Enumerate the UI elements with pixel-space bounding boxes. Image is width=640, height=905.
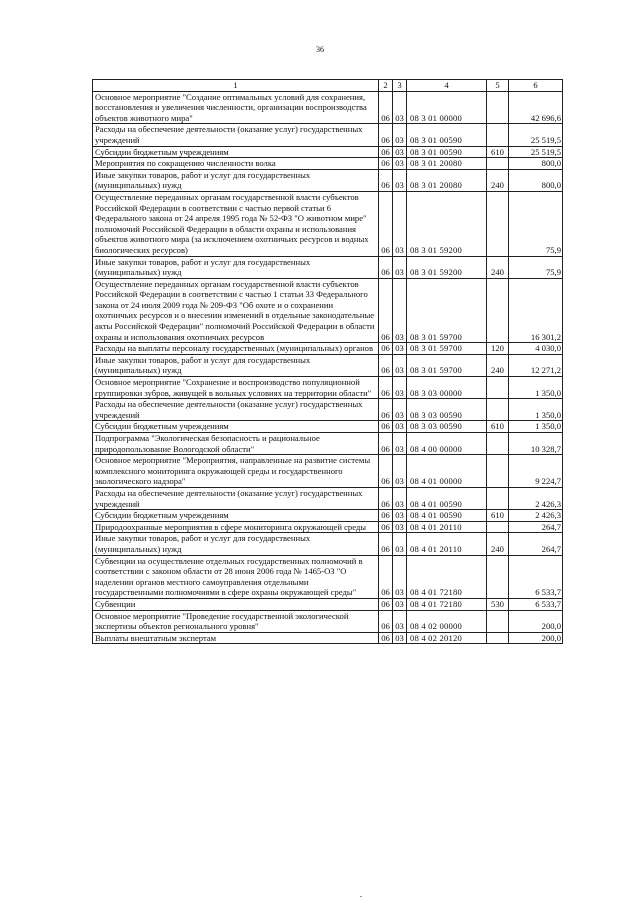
row-expense-type-cell [487,521,509,533]
row-section-cell: 06 [379,421,393,433]
row-name-cell: Осуществление переданных органам государственной власти субъектов Российской Федерации в соответствии с частью 1 статьи 33 Федерального закона от 24 июля 2009 года № 209-ФЗ "Об охоте и о сохранении охотничьих ресурсов и о внесении изменений в отдельные законодательные акты Российской Федерации" полномочий Российской Федерации в области охраны и использования охотничьих ресурсов [93,278,379,343]
row-section-cell: 06 [379,343,393,355]
row-target-article-cell: 08 3 01 59200 [407,256,487,278]
row-amount-cell: 2 426,3 [509,510,563,522]
row-section-cell: 06 [379,158,393,170]
row-expense-type-cell: 240 [487,533,509,555]
row-section-cell: 06 [379,555,393,598]
row-subsection-cell: 03 [393,124,407,146]
table-row [93,510,563,522]
row-section-cell: 06 [379,487,393,509]
row-expense-type-cell [487,433,509,455]
row-name-cell: Субсидии бюджетным учреждениям [93,146,379,158]
row-target-article-cell: 08 4 01 00590 [407,487,487,509]
row-expense-type-cell [487,399,509,421]
table-row [93,632,563,644]
header-cell: 1 [93,80,379,92]
row-target-article-cell: 08 3 01 59700 [407,343,487,355]
row-subsection-cell: 03 [393,399,407,421]
table-row [93,354,563,376]
row-subsection-cell: 03 [393,256,407,278]
row-name-cell: Иные закупки товаров, работ и услуг для государственных (муниципальных) нужд [93,169,379,191]
row-name-cell: Иные закупки товаров, работ и услуг для государственных (муниципальных) нужд [93,354,379,376]
row-target-article-cell: 08 3 01 20080 [407,169,487,191]
row-expense-type-cell [487,278,509,343]
row-amount-cell: 1 350,0 [509,421,563,433]
row-expense-type-cell [487,455,509,488]
table-row [93,377,563,399]
row-amount-cell: 800,0 [509,169,563,191]
table-row [93,598,563,610]
row-subsection-cell: 03 [393,91,407,124]
table-row [93,610,563,632]
page-number: 36 [316,45,324,54]
row-name-cell: Расходы на обеспечение деятельности (оказание услуг) государственных учреждений [93,124,379,146]
row-expense-type-cell: 240 [487,169,509,191]
row-name-cell: Субсидии бюджетным учреждениям [93,510,379,522]
row-subsection-cell: 03 [393,533,407,555]
header-cell: 3 [393,80,407,92]
table-row [93,124,563,146]
table-row [93,191,563,256]
row-expense-type-cell: 610 [487,146,509,158]
row-amount-cell: 264,7 [509,521,563,533]
row-name-cell: Расходы на обеспечение деятельности (оказание услуг) государственных учреждений [93,487,379,509]
row-amount-cell: 16 301,2 [509,278,563,343]
row-expense-type-cell: 610 [487,510,509,522]
row-target-article-cell: 08 3 03 00000 [407,377,487,399]
row-target-article-cell: 08 3 01 00590 [407,124,487,146]
row-amount-cell: 4 030,0 [509,343,563,355]
row-amount-cell: 6 533,7 [509,555,563,598]
row-target-article-cell: 08 4 02 00000 [407,610,487,632]
row-amount-cell: 25 519,5 [509,146,563,158]
row-expense-type-cell [487,91,509,124]
table-row [93,146,563,158]
row-section-cell: 06 [379,533,393,555]
row-target-article-cell: 08 4 00 00000 [407,433,487,455]
row-expense-type-cell: 120 [487,343,509,355]
row-name-cell: Основное мероприятие "Мероприятия, направленные на развитие системы комплексного мониторинга окружающей среды и государственного экологического надзора" [93,455,379,488]
row-name-cell: Субвенции на осуществление отдельных государственных полномочий в соответствии с законом области от 28 июня 2006 года № 1465-ОЗ "О наделении органов местного самоуправления отдельными государственными полномочиями в сфере охраны окружающей среды" [93,555,379,598]
row-expense-type-cell [487,487,509,509]
row-subsection-cell: 03 [393,377,407,399]
row-section-cell: 06 [379,169,393,191]
row-expense-type-cell [487,158,509,170]
row-subsection-cell: 03 [393,343,407,355]
row-subsection-cell: 03 [393,169,407,191]
row-subsection-cell: 03 [393,146,407,158]
row-target-article-cell: 08 4 01 72180 [407,555,487,598]
table-row [93,256,563,278]
row-amount-cell: 10 328,7 [509,433,563,455]
row-name-cell: Субвенции [93,598,379,610]
row-section-cell: 06 [379,191,393,256]
table-row [93,91,563,124]
header-cell: 5 [487,80,509,92]
row-section-cell: 06 [379,598,393,610]
row-name-cell: Выплаты внештатным экспертам [93,632,379,644]
row-amount-cell: 6 533,7 [509,598,563,610]
row-expense-type-cell [487,610,509,632]
row-amount-cell: 42 696,6 [509,91,563,124]
row-amount-cell: 9 224,7 [509,455,563,488]
row-target-article-cell: 08 4 01 00590 [407,510,487,522]
row-subsection-cell: 03 [393,433,407,455]
row-target-article-cell: 08 4 01 00000 [407,455,487,488]
row-name-cell: Природоохранные мероприятия в сфере мониторинга окружающей среды [93,521,379,533]
table-row [93,433,563,455]
row-amount-cell: 75,9 [509,256,563,278]
row-subsection-cell: 03 [393,510,407,522]
scan-artifact [360,896,362,897]
row-section-cell: 06 [379,256,393,278]
row-target-article-cell: 08 3 03 00590 [407,399,487,421]
row-expense-type-cell: 530 [487,598,509,610]
row-name-cell: Субсидии бюджетным учреждениям [93,421,379,433]
table-row [93,521,563,533]
row-name-cell: Расходы на обеспечение деятельности (оказание услуг) государственных учреждений [93,399,379,421]
table-row [93,455,563,488]
row-expense-type-cell: 610 [487,421,509,433]
row-target-article-cell: 08 3 01 00000 [407,91,487,124]
row-amount-cell: 2 426,3 [509,487,563,509]
row-subsection-cell: 03 [393,354,407,376]
row-name-cell: Подпрограмма "Экологическая безопасность и рациональное природопользование Вологодской области" [93,433,379,455]
row-expense-type-cell [487,191,509,256]
row-amount-cell: 25 519,5 [509,124,563,146]
header-cell: 6 [509,80,563,92]
row-section-cell: 06 [379,124,393,146]
row-subsection-cell: 03 [393,632,407,644]
row-expense-type-cell: 240 [487,354,509,376]
row-amount-cell: 1 350,0 [509,377,563,399]
row-amount-cell: 264,7 [509,533,563,555]
header-cell: 4 [407,80,487,92]
row-expense-type-cell [487,377,509,399]
row-expense-type-cell [487,124,509,146]
table-row [93,399,563,421]
table-row [93,421,563,433]
row-name-cell: Осуществление переданных органам государственной власти субъектов Российской Федерации в соответствии с частью первой статьи 6 Федерального закона от 24 апреля 1995 года № 52-ФЗ "О животном мире" полномочий Российской Федерации в области охраны и использования объектов животного мира (за исключением охотничьих ресурсов и водных биологических ресурсов) [93,191,379,256]
row-section-cell: 06 [379,146,393,158]
row-section-cell: 06 [379,632,393,644]
row-amount-cell: 200,0 [509,632,563,644]
row-target-article-cell: 08 3 01 20080 [407,158,487,170]
table-row [93,487,563,509]
row-name-cell: Расходы на выплаты персоналу государственных (муниципальных) органов [93,343,379,355]
row-target-article-cell: 08 4 02 20120 [407,632,487,644]
table-row [93,533,563,555]
row-expense-type-cell: 240 [487,256,509,278]
row-subsection-cell: 03 [393,421,407,433]
row-name-cell: Иные закупки товаров, работ и услуг для государственных (муниципальных) нужд [93,256,379,278]
row-target-article-cell: 08 4 01 72180 [407,598,487,610]
row-expense-type-cell [487,632,509,644]
row-amount-cell: 200,0 [509,610,563,632]
row-subsection-cell: 03 [393,455,407,488]
row-section-cell: 06 [379,510,393,522]
row-target-article-cell: 08 3 01 00590 [407,146,487,158]
row-section-cell: 06 [379,610,393,632]
row-amount-cell: 12 271,2 [509,354,563,376]
table-row [93,278,563,343]
table-row [93,343,563,355]
row-name-cell: Основное мероприятие "Сохранение и воспроизводство популяционной группировки зубров, живущей в вольных условиях на территории области" [93,377,379,399]
row-subsection-cell: 03 [393,278,407,343]
row-target-article-cell: 08 3 01 59700 [407,354,487,376]
row-section-cell: 06 [379,521,393,533]
row-name-cell: Основное мероприятие "Создание оптимальных условий для сохранения, восстановления и увеличения численности, организации воспроизводства объектов животного мира" [93,91,379,124]
row-name-cell: Иные закупки товаров, работ и услуг для государственных (муниципальных) нужд [93,533,379,555]
row-name-cell: Основное мероприятие "Проведение государственной экологической экспертизы объектов регионального уровня" [93,610,379,632]
table-row [93,169,563,191]
row-subsection-cell: 03 [393,610,407,632]
row-section-cell: 06 [379,354,393,376]
row-subsection-cell: 03 [393,521,407,533]
row-section-cell: 06 [379,91,393,124]
row-target-article-cell: 08 3 01 59700 [407,278,487,343]
row-section-cell: 06 [379,433,393,455]
row-subsection-cell: 03 [393,487,407,509]
row-amount-cell: 1 350,0 [509,399,563,421]
budget-table [92,79,563,644]
row-target-article-cell: 08 4 01 20110 [407,533,487,555]
row-section-cell: 06 [379,377,393,399]
row-subsection-cell: 03 [393,598,407,610]
header-cell: 2 [379,80,393,92]
row-name-cell: Мероприятия по сокращению численности волка [93,158,379,170]
row-amount-cell: 800,0 [509,158,563,170]
row-expense-type-cell [487,555,509,598]
row-target-article-cell: 08 3 03 00590 [407,421,487,433]
table-row [93,158,563,170]
row-section-cell: 06 [379,278,393,343]
row-subsection-cell: 03 [393,191,407,256]
table-row [93,555,563,598]
row-target-article-cell: 08 4 01 20110 [407,521,487,533]
row-section-cell: 06 [379,399,393,421]
row-subsection-cell: 03 [393,555,407,598]
row-subsection-cell: 03 [393,158,407,170]
row-target-article-cell: 08 3 01 59200 [407,191,487,256]
row-amount-cell: 75,9 [509,191,563,256]
table-header-row [93,80,563,92]
row-section-cell: 06 [379,455,393,488]
